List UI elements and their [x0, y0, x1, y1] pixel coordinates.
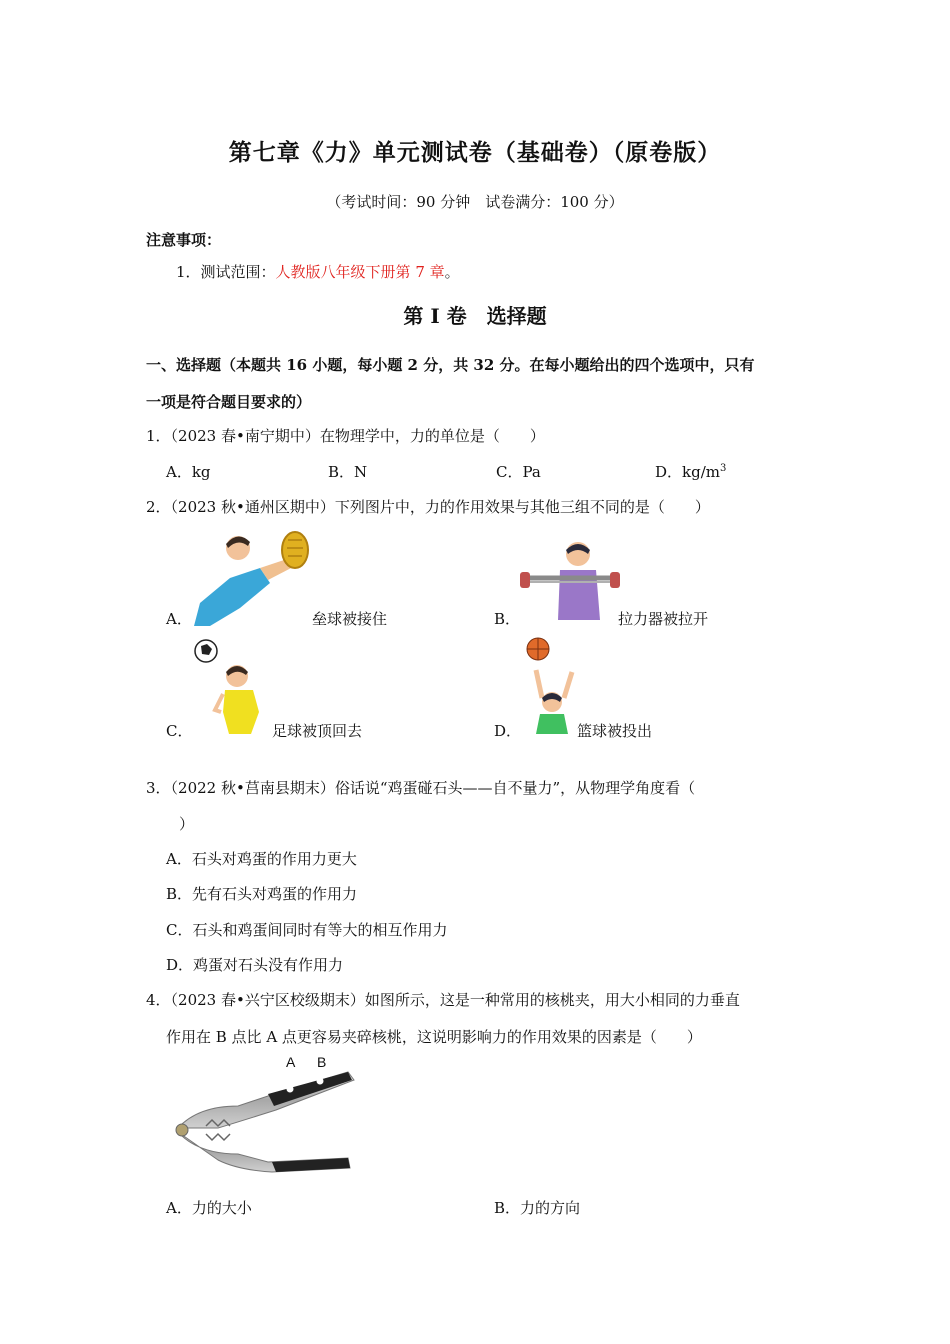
q4-option-b: B．力的方向	[494, 1199, 581, 1217]
q3-option-a: A．石头对鸡蛋的作用力更大	[166, 850, 357, 868]
q1-option-d-text: D．kg/m	[655, 463, 720, 481]
figure-label-b: B	[317, 1054, 327, 1070]
q2-option-b-letter: B．	[494, 610, 521, 628]
q2-option-a-caption: 垒球被接住	[312, 610, 388, 628]
q3-option-d: D．鸡蛋对石头没有作用力	[166, 956, 344, 974]
basketball-shot-image	[524, 636, 580, 734]
q3-option-c: C．石头和鸡蛋间同时有等大的相互作用力	[166, 921, 448, 939]
q3-option-b: B．先有石头对鸡蛋的作用力	[166, 885, 358, 903]
q1-option-b: B．N	[328, 463, 368, 481]
q4-option-a: A．力的大小	[166, 1199, 252, 1217]
q1-option-d	[655, 461, 726, 482]
q2-option-c-caption: 足球被顶回去	[272, 722, 363, 740]
page-title: 第七章《力》单元测试卷（基础卷）（原卷版）	[228, 139, 722, 166]
notice-item-prefix: 1．测试范围：	[176, 263, 276, 281]
q1-option-d-sup: 3	[720, 463, 727, 474]
q1-option-c: C．Pa	[496, 463, 541, 481]
q1-option-a: A．kg	[166, 463, 211, 481]
q2-option-d-letter: D．	[494, 722, 522, 740]
part-heading-line1: 一、选择题（本题共 16 小题，每小题 2 分，共 32 分。在每小题给出的四个选项中，只有	[146, 356, 755, 374]
question-3-stem-line1: 3．（2022 秋•莒南县期末）俗话说“鸡蛋碰石头——自不量力”，从物理学角度看（	[146, 779, 696, 797]
question-3-stem-line2: ）	[179, 815, 195, 833]
question-1-stem: 1．（2023 春•南宁期中）在物理学中，力的单位是（ ）	[146, 427, 545, 445]
question-4-stem-line1: 4．（2023 春•兴宁区校级期末）如图所示，这是一种常用的核桃夹，用大小相同的力垂直	[146, 991, 740, 1009]
part-heading-line2: 一项是符合题目要求的）	[146, 393, 312, 411]
q2-option-c-letter: C．	[166, 722, 193, 740]
soccer-heading-image	[193, 638, 273, 734]
notice-item-suffix: 。	[444, 263, 460, 281]
q2-option-d-caption: 篮球被投出	[577, 722, 653, 740]
notice-item	[176, 261, 460, 282]
softball-catch-image	[190, 528, 312, 628]
q2-option-a-letter: A．	[166, 610, 192, 628]
notice-scope: 人教版八年级下册第 7 章	[275, 263, 445, 281]
notice-heading: 注意事项：	[146, 231, 222, 249]
question-2-stem: 2．（2023 秋•通州区期中）下列图片中，力的作用效果与其他三组不同的是（ ）	[146, 498, 710, 516]
nutcracker-image	[168, 1066, 358, 1178]
exam-info: （考试时间：90 分钟 试卷满分：100 分）	[326, 193, 624, 211]
question-4-stem-line2: 作用在 B 点比 A 点更容易夹碎核桃，这说明影响力的作用效果的因素是（ ）	[166, 1028, 702, 1046]
figure-label-a: A	[286, 1054, 296, 1070]
section-title: 第 I 卷 选择题	[403, 304, 547, 328]
chest-expander-image	[520, 538, 620, 622]
q2-option-b-caption: 拉力器被拉开	[618, 610, 709, 628]
